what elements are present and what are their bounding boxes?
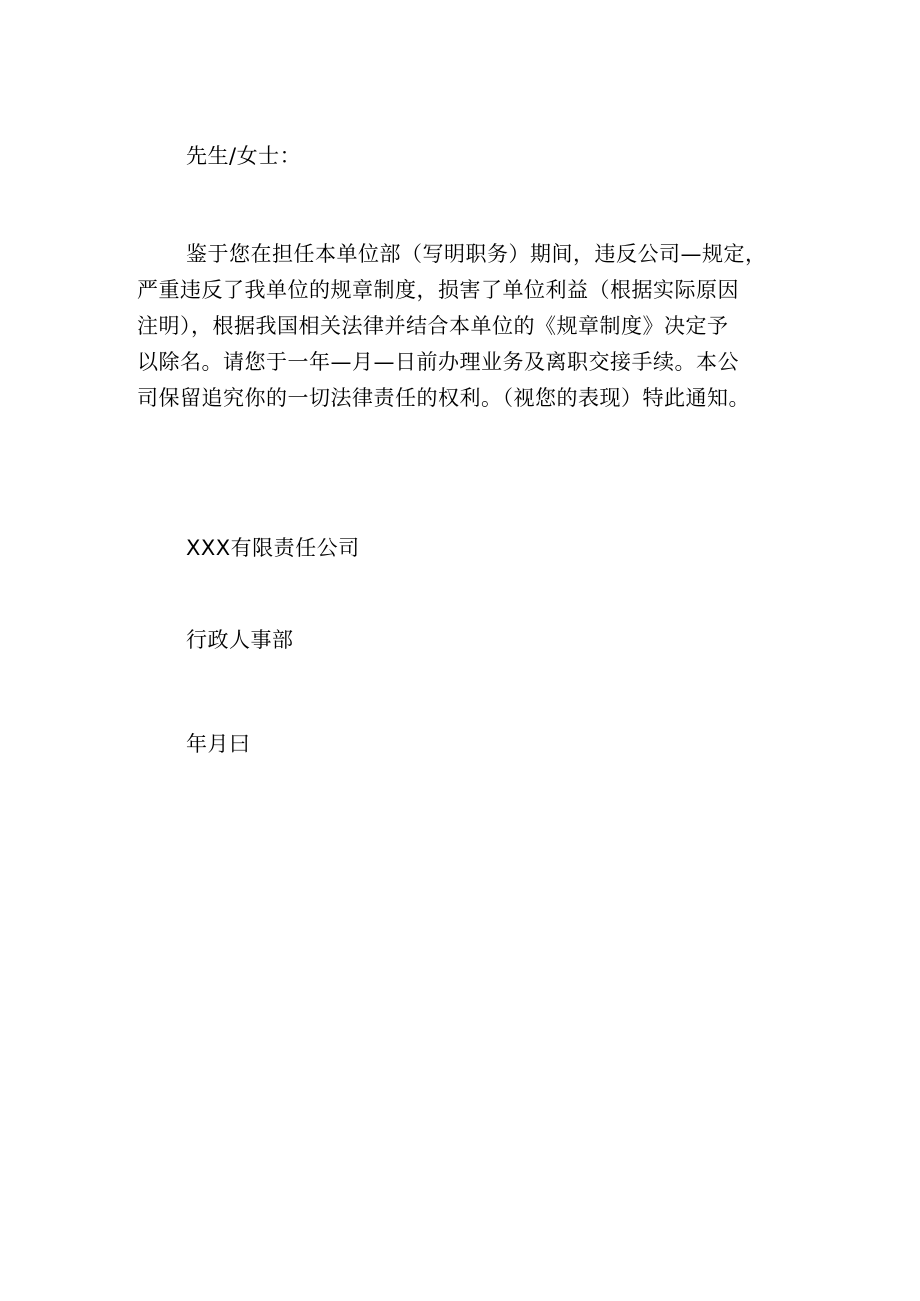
body-line: 司保留追究你的一切法律责任的权利。（视您的表现）特此通知。: [137, 386, 750, 410]
body-line: 严重违反了我单位的规章制度，损害了单位利益（根据实际原因: [137, 278, 739, 302]
salutation: 先生/女士：: [186, 144, 302, 168]
letter-body: [137, 236, 797, 416]
company-name: XXX有限责任公司: [186, 536, 360, 560]
body-line: 注明），根据我国相关法律并结合本单位的《规章制度》决定予: [137, 314, 729, 338]
body-line: 以除名。请您于一年—月—日前办理业务及离职交接手续。本公: [137, 350, 739, 374]
body-line: 鉴于您在担任本单位部（写明职务）期间，违反公司—规定，: [186, 242, 767, 266]
department-name: 行政人事部: [186, 628, 294, 652]
letter-date: 年月曰: [186, 732, 251, 756]
